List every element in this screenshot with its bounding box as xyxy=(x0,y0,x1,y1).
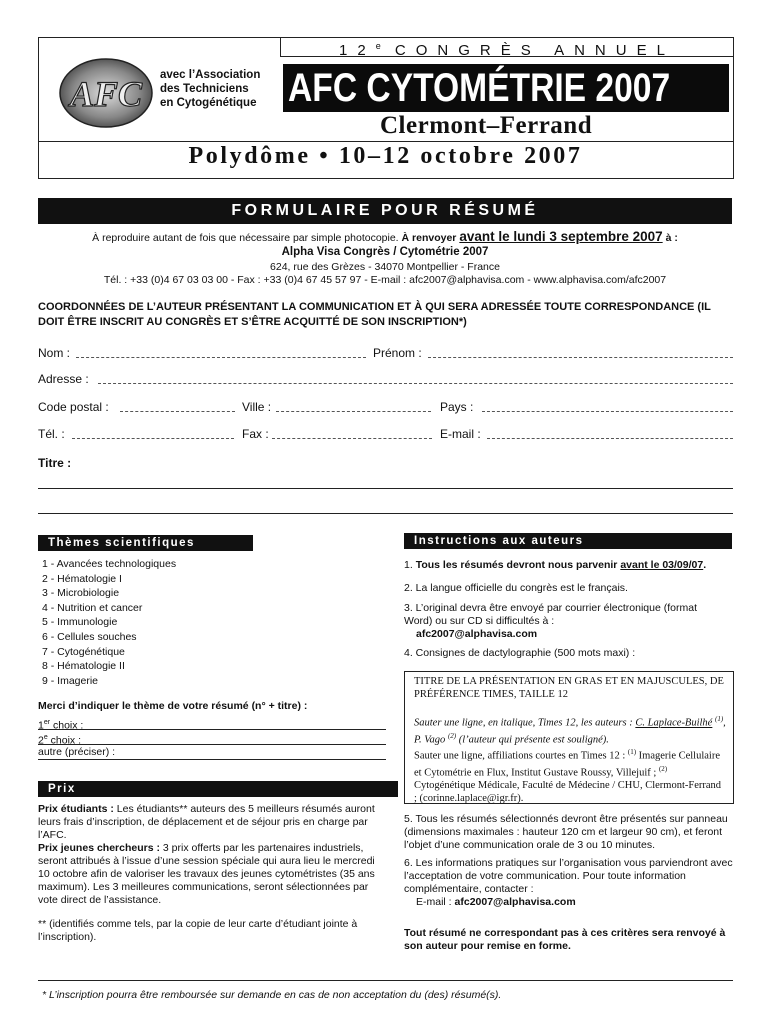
ville-input[interactable] xyxy=(276,411,431,412)
choice2-input[interactable] xyxy=(38,744,386,745)
theme-prompt: Merci d’indiquer le thème de votre résumé (n° + titre) : xyxy=(38,700,308,712)
email-label: E-mail : xyxy=(440,427,481,441)
footer-divider xyxy=(38,980,733,981)
fax-input[interactable] xyxy=(272,438,432,439)
instruction-6: 6. Les informations pratiques sur l’organisation vous parviendront avec l’acceptation de votre communication. Pour toute information complémentaire, contacter : E-mail : afc2007@alphavisa.com xyxy=(404,857,733,908)
box-authors: Sauter une ligne, en italique, Times 12, les auteurs : C. Laplace-Builhé $^{(1)}$, P. Vago $^{(2)}$ (l’auteur qui présente est souligné). xyxy=(414,715,726,746)
instruction-3: 3. L’original devra être envoyé par courrier électronique (format Word) ou sur CD si difficultés à : afc2007@alphavisa.com xyxy=(404,602,697,640)
city: Clermont–Ferrand xyxy=(380,112,593,139)
org-contact: Tél. : +33 (0)4 67 03 03 00 - Fax : +33 (0)4 67 45 57 97 - E-mail : afc2007@alphavisa.com - www.alphavisa.com/afc2007 xyxy=(103,274,667,286)
theme-item: 2 - Hématologie I xyxy=(42,572,122,585)
box-title: TITRE DE LA PRÉSENTATION EN GRAS ET EN MAJUSCULES, DE PRÉFÉRENCE TIMES, TAILLE 12 xyxy=(414,676,724,700)
theme-item: 8 - Hématologie II xyxy=(42,660,125,673)
final-note: Tout résumé ne correspondant pas à ces critères sera renvoyé à son auteur pour remise en forme. xyxy=(404,927,726,952)
choice2-label: 2e choix : xyxy=(38,734,82,747)
adresse-input[interactable] xyxy=(98,383,733,384)
choice1-input[interactable] xyxy=(38,729,386,730)
title-band xyxy=(283,64,729,112)
theme-item: 9 - Imagerie xyxy=(42,674,99,687)
instruction-5: 5. Tous les résumés sélectionnés devront être présentés sur panneau (dimensions maximales : hauteur 120 cm et largeur 90 cm), et feront l’objet d’une communication orale de 3 ou 10 minutes. xyxy=(404,813,728,851)
instructions-heading: Instructions aux auteurs xyxy=(404,533,732,549)
ville-label: Ville : xyxy=(242,400,272,414)
theme-item: 3 - Microbiologie xyxy=(42,587,120,600)
pays-input[interactable] xyxy=(482,411,733,412)
author-heading: COORDONNÉES DE L’AUTEUR PRÉSENTANT LA COMMUNICATION ET À QUI SERA ADRESSÉE TOUTE CORRESPONDANCE (IL DOIT ÊTRE INSCRIT AU CONGRÈS ET S’ÊTRE ACQUITTÉ DE SON INSCRIPTION*) xyxy=(38,301,711,328)
nom-label: Nom : xyxy=(38,346,71,360)
prenom-input[interactable] xyxy=(428,357,733,358)
cp-input[interactable] xyxy=(120,411,235,412)
instruction-4: 4. Consignes de dactylographie (500 mots maxi) : xyxy=(404,647,636,659)
afc-logo xyxy=(58,57,154,129)
tel-label: Tél. : xyxy=(38,427,65,441)
theme-item: 4 - Nutrition et cancer xyxy=(42,601,143,614)
prix-students: Prix étudiants : Les étudiants** auteurs des 5 meilleurs résumés auront leurs frais d’inscription, de déplacement et de séjour pris en charge par l’AFC. xyxy=(38,803,375,841)
adresse-label: Adresse : xyxy=(38,372,89,386)
instruction-1: 1. Tous les résumés devront nous parvenir avant le 03/09/07. xyxy=(404,559,707,571)
theme-item: 7 - Cytogénétique xyxy=(42,645,125,658)
choice1-label: 1er choix : xyxy=(38,719,84,732)
org-name: Alpha Visa Congrès / Cytométrie 2007 xyxy=(281,246,489,258)
themes-heading: Thèmes scientifiques xyxy=(38,535,253,551)
box-affiliations: Sauter une ligne, affiliations courtes en Times 12 : $^{(1)}$ Imagerie Cellulaire et Cytométrie en Flux, Institut Gustave Roussy, Villejuif ; $^{(2)}$ Cytogénétique Médicale, Faculté de Médecine / CHU, Clermont-Ferrand ; (corinne.laplace@igr.fr). xyxy=(414,748,722,804)
titre-label: Titre : xyxy=(38,456,72,470)
pays-label: Pays : xyxy=(440,400,474,414)
other-label: autre (préciser) : xyxy=(38,746,116,758)
theme-item: 6 - Cellules souches xyxy=(42,630,137,643)
titre-line-2[interactable] xyxy=(38,513,733,514)
cp-label: Code postal : xyxy=(38,400,109,414)
theme-item: 5 - Immunologie xyxy=(42,616,118,629)
main-title: AFC CYTOMÉTRIE 2007 xyxy=(288,66,671,110)
tel-input[interactable] xyxy=(72,438,234,439)
titre-line-1[interactable] xyxy=(38,488,733,489)
prix-note: ** (identifiés comme tels, par la copie de leur carte d’étudiant jointe à l’inscription). xyxy=(38,918,358,943)
prix-young: Prix jeunes chercheurs : 3 prix offerts par les partenaires industriels, seront attribués à l’issue d’une session spéciale qui aura lieu le mercredi 10 octobre afin de valoriser les travaux des jeunes cytométristes (35 ans maximum). Les 3 meilleures communications, seront sélectionnées par vote direct de l’assistance. xyxy=(38,842,375,906)
form-title: FORMULAIRE POUR RÉSUMÉ xyxy=(38,198,732,224)
edition-banner: 12e CONGRÈS ANNUEL xyxy=(280,37,733,57)
fax-label: Fax : xyxy=(242,427,269,441)
prenom-label: Prénom : xyxy=(373,346,422,360)
org-address: 624, rue des Grèzes - 34070 Montpellier - France xyxy=(270,261,500,273)
intro-line: À reproduire autant de fois que nécessaire par simple photocopie. À renvoyer avant le lundi 3 septembre 2007 à : xyxy=(92,229,678,244)
nom-input[interactable] xyxy=(76,357,366,358)
prix-heading: Prix xyxy=(38,781,398,797)
instruction-2: 2. La langue officielle du congrès est le français. xyxy=(404,582,628,594)
theme-item: 1 - Avancées technologiques xyxy=(42,558,177,570)
association-text: avec l’Association des Techniciens en Cytogénétique xyxy=(160,69,261,109)
footnote: * L’inscription pourra être remboursée sur demande en cas de non acceptation du (des) résumé(s). xyxy=(42,989,502,1001)
logo-text: AFC xyxy=(69,74,143,114)
other-input[interactable] xyxy=(38,759,386,760)
email-input[interactable] xyxy=(487,438,733,439)
themes-list xyxy=(42,557,382,688)
venue-date: Polydôme • 10–12 octobre 2007 xyxy=(188,143,583,169)
header-divider xyxy=(38,141,733,142)
